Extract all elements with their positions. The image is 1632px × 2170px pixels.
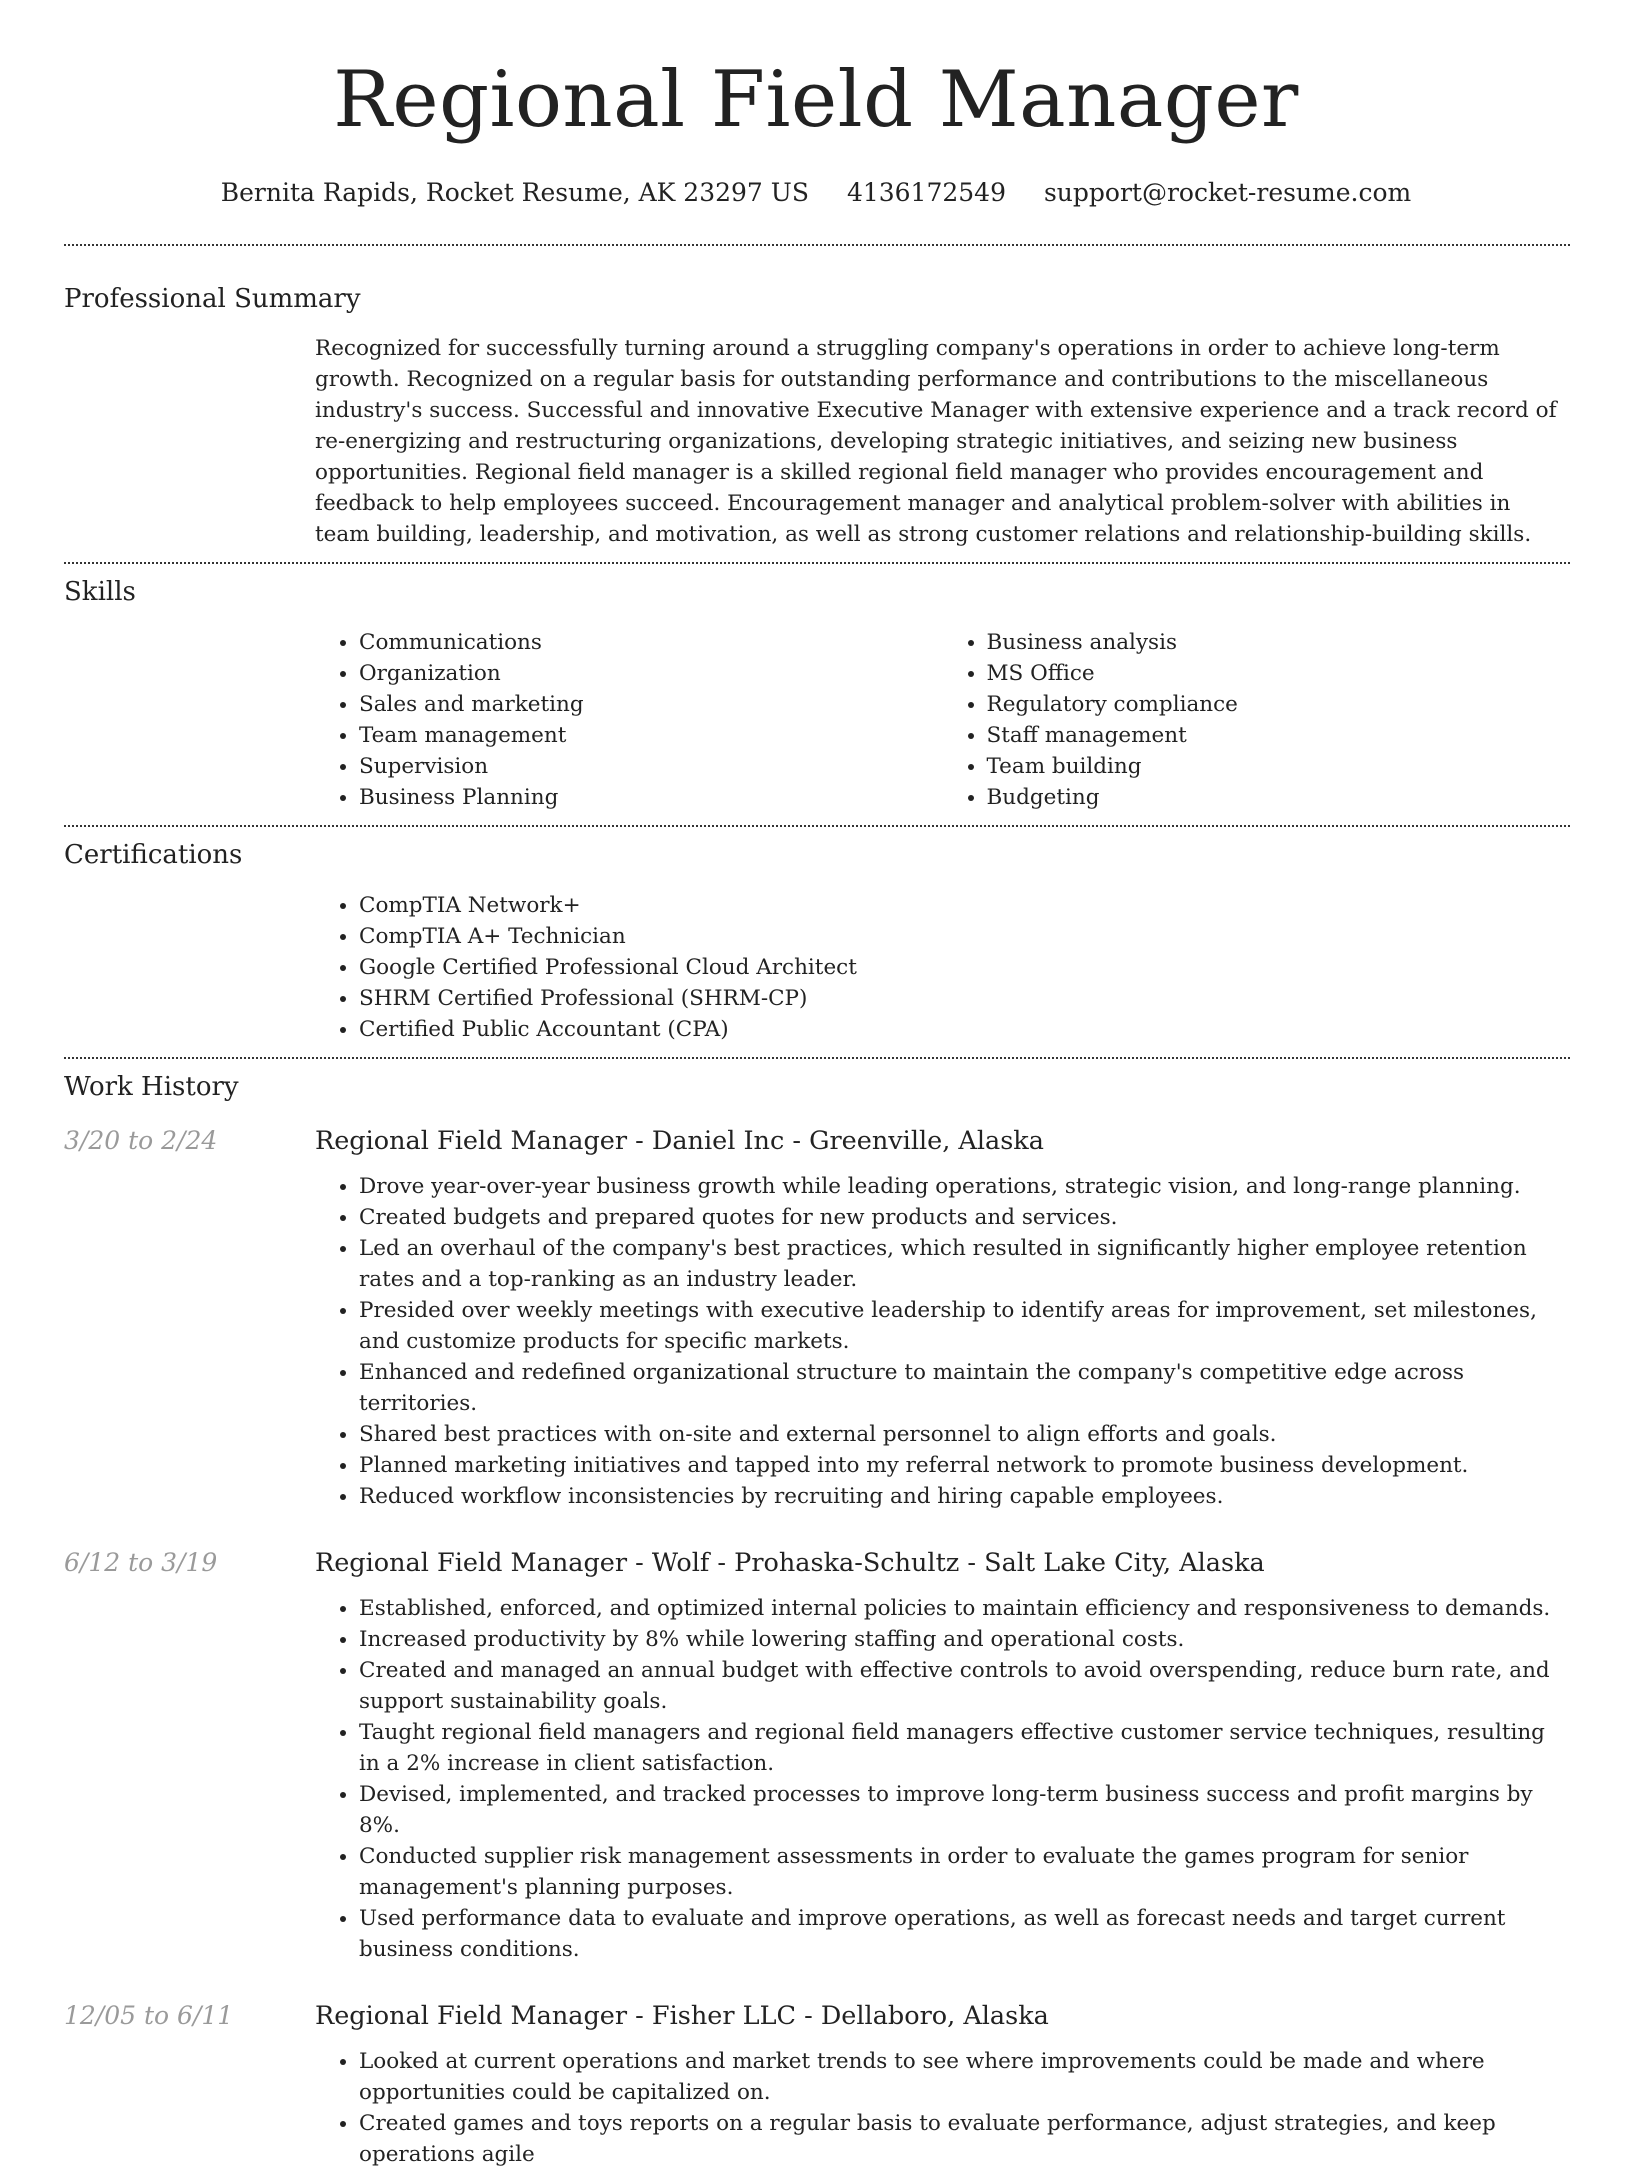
job-entry xyxy=(64,1124,1570,1512)
skill-item: • Communications xyxy=(359,627,943,658)
job-bullet: • Presided over weekly meetings with executive leadership to identify areas for improvement, set milestones, and customize products for specific markets. xyxy=(359,1295,1570,1357)
job-bullet: • Conducted supplier risk management assessments in order to evaluate the games program for senior management's planning purposes. xyxy=(359,1841,1570,1903)
job-bullet: • Increased productivity by 8% while lowering staffing and operational costs. xyxy=(359,1624,1570,1655)
job-bullet: • Created and managed an annual budget with effective controls to avoid overspending, reduce burn rate, and support sustainability goals. xyxy=(359,1655,1570,1717)
skill-item: • Sales and marketing xyxy=(359,689,943,720)
contact-line xyxy=(0,176,1632,210)
job-title: Regional Field Manager - Fisher LLC - Dellaboro, Alaska xyxy=(315,2001,1049,2031)
skill-item: • Staff management xyxy=(987,720,1571,751)
skills-list-right xyxy=(943,627,1571,813)
job-bullet: • Devised, implemented, and tracked processes to improve long-term business success and profit margins by 8%. xyxy=(359,1779,1570,1841)
job-bullets xyxy=(315,1593,1570,1965)
skill-item: • Regulatory compliance xyxy=(987,689,1571,720)
skill-item: • Team management xyxy=(359,720,943,751)
job-bullet: • Shared best practices with on-site and external personnel to align efforts and goals. xyxy=(359,1419,1570,1450)
skills-heading: Skills xyxy=(64,577,136,607)
skill-item: • Supervision xyxy=(359,751,943,782)
certifications-list xyxy=(315,890,1570,1045)
summary-heading: Professional Summary xyxy=(64,284,361,314)
skill-item: • Team building xyxy=(987,751,1571,782)
job-title: Regional Field Manager - Daniel Inc - Greenville, Alaska xyxy=(315,1126,1044,1156)
job-dates: 3/20 to 2/24 xyxy=(64,1126,218,1155)
work-history-heading: Work History xyxy=(64,1072,239,1102)
contact-email: support@rocket-resume.com xyxy=(1043,178,1412,207)
certification-item: • SHRM Certified Professional (SHRM-CP) xyxy=(359,983,1570,1014)
certification-item: • Google Certified Professional Cloud Architect xyxy=(359,952,1570,983)
certification-item: • Certified Public Accountant (CPA) xyxy=(359,1014,1570,1045)
job-title: Regional Field Manager - Wolf - Prohaska-Schultz - Salt Lake City, Alaska xyxy=(315,1548,1265,1578)
summary-text: Recognized for successfully turning around a struggling company's operations in order to achieve long-term growth. Recognized on a regular basis for outstanding performance and contributions to the miscellaneous industry's success. Successful and innovative Executive Manager with extensive experience and a track record of re-energizing and restructuring organizations, developing strategic initiatives, and seizing new business opportunities. Regional field manager is a skilled regional field manager who provides encouragement and feedback to help employees succeed. Encouragement manager and analytical problem-solver with abilities in team building, leadership, and motivation, as well as strong customer relations and relationship-building skills. xyxy=(315,336,1557,547)
skills-list-left xyxy=(315,627,943,813)
candidate-name: Regional Field Manager xyxy=(333,55,1299,145)
certification-item: • CompTIA A+ Technician xyxy=(359,921,1570,952)
job-bullet: • Led an overhaul of the company's best practices, which resulted in significantly higher employee retention rates and a top-ranking as an industry leader. xyxy=(359,1233,1570,1295)
job-bullet: • Drove year-over-year business growth while leading operations, strategic vision, and long-range planning. xyxy=(359,1171,1570,1202)
resume-header xyxy=(0,0,1632,210)
skills-section xyxy=(0,564,1632,813)
job-bullet: • Enhanced and redefined organizational structure to maintain the company's competitive edge across territories. xyxy=(359,1357,1570,1419)
certification-item: • CompTIA Network+ xyxy=(359,890,1570,921)
skill-item: • Organization xyxy=(359,658,943,689)
job-bullet: • Reduced workflow inconsistencies by recruiting and hiring capable employees. xyxy=(359,1481,1570,1512)
skill-item: • Budgeting xyxy=(987,782,1571,813)
job-bullet: • Created budgets and prepared quotes for new products and services. xyxy=(359,1202,1570,1233)
job-dates: 12/05 to 6/11 xyxy=(64,2001,234,2030)
job-entry xyxy=(64,1999,1570,2170)
certifications-heading: Certifications xyxy=(64,840,243,870)
certifications-section xyxy=(0,827,1632,1045)
job-entry xyxy=(64,1546,1570,1965)
job-bullet: • Created games and toys reports on a regular basis to evaluate performance, adjust strategies, and keep operations agile xyxy=(359,2108,1570,2170)
contact-phone: 4136172549 xyxy=(846,178,1006,207)
skill-item: • MS Office xyxy=(987,658,1571,689)
job-bullet: • Established, enforced, and optimized internal policies to maintain efficiency and responsiveness to demands. xyxy=(359,1593,1570,1624)
summary-section xyxy=(0,246,1632,550)
job-bullets xyxy=(315,1171,1570,1512)
work-history-section xyxy=(0,1059,1632,2170)
job-bullets xyxy=(315,2046,1570,2170)
job-bullet: • Used performance data to evaluate and improve operations, as well as forecast needs and target current business conditions. xyxy=(359,1903,1570,1965)
skill-item: • Business analysis xyxy=(987,627,1571,658)
job-bullet: • Looked at current operations and market trends to see where improvements could be made and where opportunities could be capitalized on. xyxy=(359,2046,1570,2108)
job-bullet: • Taught regional field managers and regional field managers effective customer service techniques, resulting in a 2% increase in client satisfaction. xyxy=(359,1717,1570,1779)
skill-item: • Business Planning xyxy=(359,782,943,813)
contact-address: Bernita Rapids, Rocket Resume, AK 23297 US xyxy=(220,178,809,207)
job-dates: 6/12 to 3/19 xyxy=(64,1548,218,1577)
job-bullet: • Planned marketing initiatives and tapped into my referral network to promote business development. xyxy=(359,1450,1570,1481)
